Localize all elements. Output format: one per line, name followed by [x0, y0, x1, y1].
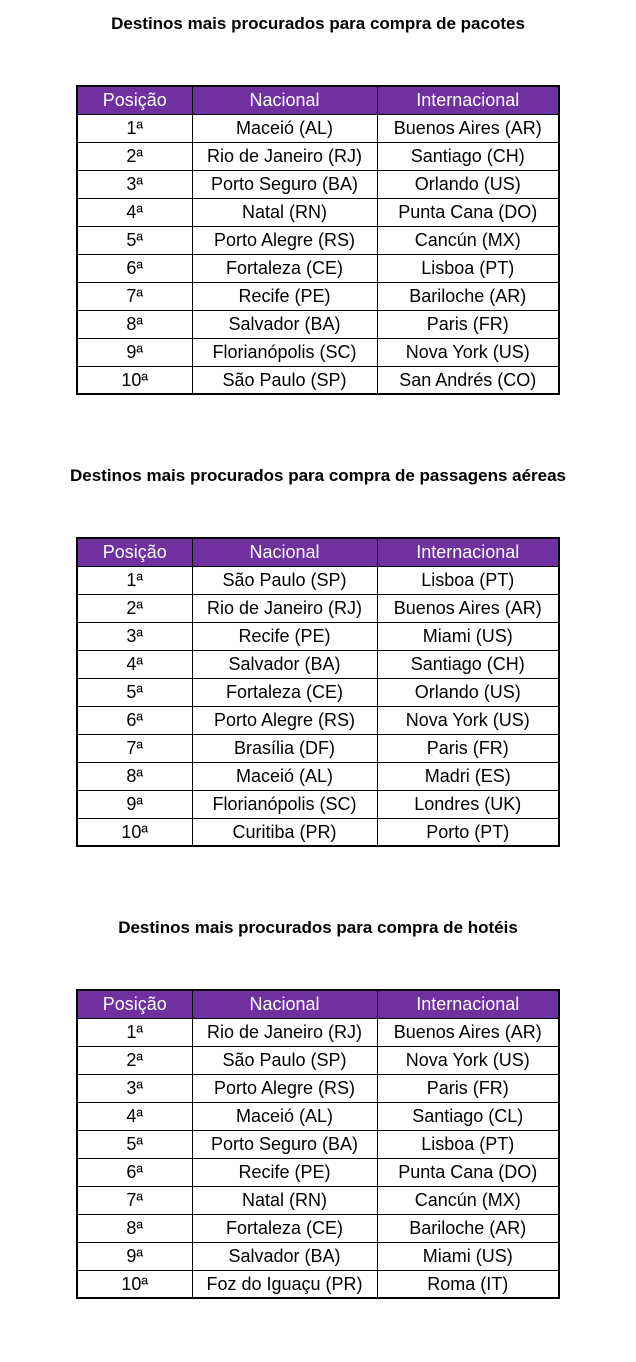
international-destination-cell: Buenos Aires (AR): [377, 594, 559, 622]
position-cell: 10ª: [77, 366, 192, 394]
position-cell: 6ª: [77, 1158, 192, 1186]
table-row: [77, 762, 559, 790]
position-cell: 5ª: [77, 1130, 192, 1158]
position-cell: 4ª: [77, 1102, 192, 1130]
table-row: [77, 366, 559, 394]
table-row: [77, 338, 559, 366]
section-pacotes: [0, 14, 636, 395]
national-destination-cell: Maceió (AL): [192, 762, 377, 790]
national-destination-cell: Recife (PE): [192, 1158, 377, 1186]
table-row: [77, 226, 559, 254]
international-destination-cell: Lisboa (PT): [377, 254, 559, 282]
table-row: [77, 198, 559, 226]
position-cell: 4ª: [77, 650, 192, 678]
international-destination-cell: Punta Cana (DO): [377, 198, 559, 226]
international-destination-cell: Buenos Aires (AR): [377, 1018, 559, 1046]
table-row: [77, 818, 559, 846]
international-destination-cell: Santiago (CH): [377, 650, 559, 678]
table-row: [77, 790, 559, 818]
table-row: [77, 594, 559, 622]
table-row: [77, 1214, 559, 1242]
position-cell: 7ª: [77, 734, 192, 762]
national-destination-cell: Maceió (AL): [192, 1102, 377, 1130]
national-destination-cell: Porto Alegre (RS): [192, 1074, 377, 1102]
international-destination-cell: Miami (US): [377, 1242, 559, 1270]
national-destination-cell: Curitiba (PR): [192, 818, 377, 846]
international-destination-cell: Roma (IT): [377, 1270, 559, 1298]
column-header-internacional: Internacional: [377, 538, 559, 566]
international-destination-cell: Paris (FR): [377, 734, 559, 762]
table-row: [77, 142, 559, 170]
destinations-table-passagens-aereas: [76, 537, 560, 847]
national-destination-cell: São Paulo (SP): [192, 1046, 377, 1074]
position-cell: 8ª: [77, 762, 192, 790]
position-cell: 2ª: [77, 1046, 192, 1074]
position-cell: 3ª: [77, 622, 192, 650]
national-destination-cell: Fortaleza (CE): [192, 254, 377, 282]
national-destination-cell: Porto Alegre (RS): [192, 706, 377, 734]
position-cell: 3ª: [77, 170, 192, 198]
column-header-nacional: Nacional: [192, 538, 377, 566]
national-destination-cell: Florianópolis (SC): [192, 790, 377, 818]
column-header-nacional: Nacional: [192, 990, 377, 1018]
table-row: [77, 1074, 559, 1102]
position-cell: 5ª: [77, 226, 192, 254]
section-title-pacotes: Destinos mais procurados para compra de pacotes: [111, 14, 525, 33]
international-destination-cell: Orlando (US): [377, 678, 559, 706]
international-destination-cell: Paris (FR): [377, 1074, 559, 1102]
national-destination-cell: Recife (PE): [192, 622, 377, 650]
table-row: [77, 170, 559, 198]
national-destination-cell: Porto Seguro (BA): [192, 170, 377, 198]
position-cell: 1ª: [77, 1018, 192, 1046]
table-row: [77, 254, 559, 282]
column-header-nacional: Nacional: [192, 86, 377, 114]
national-destination-cell: Salvador (BA): [192, 1242, 377, 1270]
national-destination-cell: Porto Alegre (RS): [192, 226, 377, 254]
table-row: [77, 734, 559, 762]
national-destination-cell: Maceió (AL): [192, 114, 377, 142]
column-header-internacional: Internacional: [377, 990, 559, 1018]
table-row: [77, 282, 559, 310]
international-destination-cell: Bariloche (AR): [377, 282, 559, 310]
international-destination-cell: Nova York (US): [377, 706, 559, 734]
national-destination-cell: Brasília (DF): [192, 734, 377, 762]
national-destination-cell: São Paulo (SP): [192, 566, 377, 594]
position-cell: 9ª: [77, 790, 192, 818]
column-header-posicao: Posição: [77, 990, 192, 1018]
position-cell: 8ª: [77, 1214, 192, 1242]
table-row: [77, 1018, 559, 1046]
international-destination-cell: Porto (PT): [377, 818, 559, 846]
international-destination-cell: Punta Cana (DO): [377, 1158, 559, 1186]
international-destination-cell: Cancún (MX): [377, 226, 559, 254]
section-passagens-aereas: [0, 466, 636, 847]
table-row: [77, 1270, 559, 1298]
international-destination-cell: Santiago (CH): [377, 142, 559, 170]
table-row: [77, 114, 559, 142]
international-destination-cell: Buenos Aires (AR): [377, 114, 559, 142]
position-cell: 6ª: [77, 706, 192, 734]
table-header-row: [77, 86, 559, 114]
position-cell: 7ª: [77, 282, 192, 310]
national-destination-cell: Fortaleza (CE): [192, 1214, 377, 1242]
position-cell: 2ª: [77, 142, 192, 170]
position-cell: 9ª: [77, 1242, 192, 1270]
national-destination-cell: Porto Seguro (BA): [192, 1130, 377, 1158]
table-row: [77, 1130, 559, 1158]
position-cell: 1ª: [77, 566, 192, 594]
position-cell: 4ª: [77, 198, 192, 226]
international-destination-cell: San Andrés (CO): [377, 366, 559, 394]
position-cell: 5ª: [77, 678, 192, 706]
position-cell: 2ª: [77, 594, 192, 622]
national-destination-cell: Foz do Iguaçu (PR): [192, 1270, 377, 1298]
international-destination-cell: Madri (ES): [377, 762, 559, 790]
national-destination-cell: São Paulo (SP): [192, 366, 377, 394]
international-destination-cell: Lisboa (PT): [377, 1130, 559, 1158]
international-destination-cell: Nova York (US): [377, 1046, 559, 1074]
national-destination-cell: Florianópolis (SC): [192, 338, 377, 366]
international-destination-cell: Santiago (CL): [377, 1102, 559, 1130]
international-destination-cell: Cancún (MX): [377, 1186, 559, 1214]
destinations-table-hoteis: [76, 989, 560, 1299]
section-title-passagens-aereas: Destinos mais procurados para compra de passagens aéreas: [69, 466, 567, 485]
position-cell: 7ª: [77, 1186, 192, 1214]
table-header-row: [77, 990, 559, 1018]
table-row: [77, 1158, 559, 1186]
position-cell: 10ª: [77, 818, 192, 846]
table-row: [77, 706, 559, 734]
section-hoteis: [0, 918, 636, 1299]
international-destination-cell: Londres (UK): [377, 790, 559, 818]
table-row: [77, 650, 559, 678]
national-destination-cell: Salvador (BA): [192, 310, 377, 338]
position-cell: 1ª: [77, 114, 192, 142]
table-row: [77, 678, 559, 706]
table-row: [77, 1242, 559, 1270]
international-destination-cell: Lisboa (PT): [377, 566, 559, 594]
national-destination-cell: Rio de Janeiro (RJ): [192, 1018, 377, 1046]
national-destination-cell: Fortaleza (CE): [192, 678, 377, 706]
position-cell: 3ª: [77, 1074, 192, 1102]
position-cell: 9ª: [77, 338, 192, 366]
national-destination-cell: Rio de Janeiro (RJ): [192, 142, 377, 170]
international-destination-cell: Bariloche (AR): [377, 1214, 559, 1242]
table-row: [77, 1102, 559, 1130]
national-destination-cell: Natal (RN): [192, 1186, 377, 1214]
column-header-posicao: Posição: [77, 86, 192, 114]
column-header-internacional: Internacional: [377, 86, 559, 114]
section-title-hoteis: Destinos mais procurados para compra de hotéis: [118, 918, 518, 937]
table-header-row: [77, 538, 559, 566]
destinations-table-pacotes: [76, 85, 560, 395]
table-row: [77, 310, 559, 338]
national-destination-cell: Salvador (BA): [192, 650, 377, 678]
international-destination-cell: Orlando (US): [377, 170, 559, 198]
column-header-posicao: Posição: [77, 538, 192, 566]
position-cell: 6ª: [77, 254, 192, 282]
international-destination-cell: Miami (US): [377, 622, 559, 650]
international-destination-cell: Nova York (US): [377, 338, 559, 366]
international-destination-cell: Paris (FR): [377, 310, 559, 338]
table-row: [77, 622, 559, 650]
national-destination-cell: Rio de Janeiro (RJ): [192, 594, 377, 622]
national-destination-cell: Recife (PE): [192, 282, 377, 310]
position-cell: 10ª: [77, 1270, 192, 1298]
table-row: [77, 1186, 559, 1214]
national-destination-cell: Natal (RN): [192, 198, 377, 226]
table-row: [77, 566, 559, 594]
position-cell: 8ª: [77, 310, 192, 338]
table-row: [77, 1046, 559, 1074]
